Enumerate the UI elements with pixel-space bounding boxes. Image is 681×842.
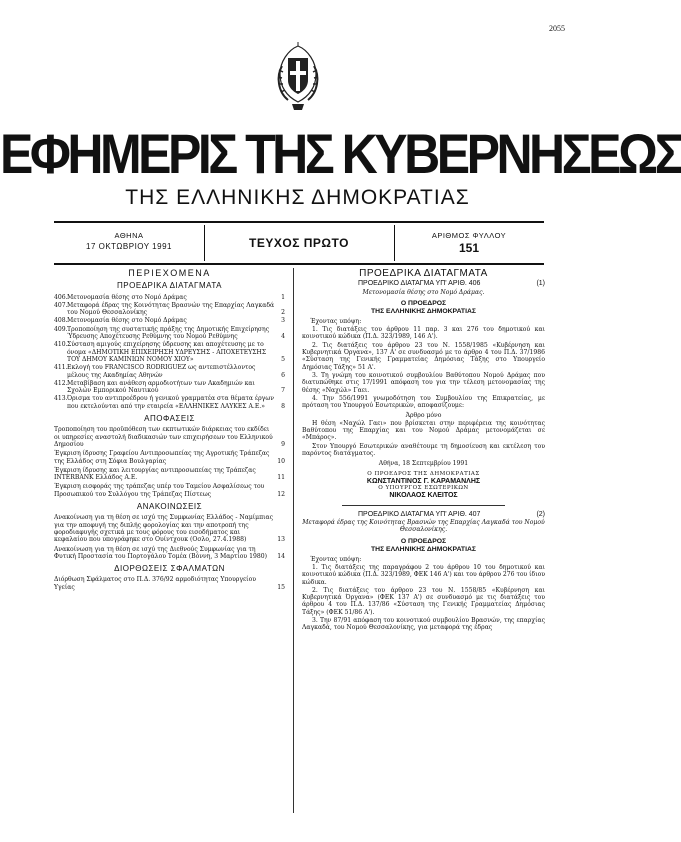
toc-decrees-heading: ΠΡΟΕΔΡΙΚΑ ΔΙΑΤΑΓΜΑΤΑ (117, 281, 222, 291)
decree-407-paragraph: 1. Τις διατάξεις της παραγράφου 2 του άρθρου 10 του δημοτικού και κοινοτικού κώδικα (Π.Δ. 323/1989, ΦΕΚ 146 Α') και του άρθρου 276 του ίδιου κώδικα. (302, 563, 545, 586)
decree-407-subject: Μεταφορά έδρας της Κοινότητας Βρασνών της Επαρχίας Λαγκαδά του Νομού Θεσσαλονίκης. (302, 519, 545, 534)
toc-decrees-list (54, 294, 285, 410)
toc-decisions-heading: ΑΠΟΦΑΣΕΙΣ (144, 414, 195, 424)
issue-sheet (394, 225, 544, 261)
decree-406-signature (302, 471, 545, 500)
toc-decision-item (54, 467, 285, 482)
toc-item-number: 410. (54, 341, 68, 349)
issue-city: ΑΘΗΝΑ (114, 231, 144, 240)
toc-decree-item (54, 326, 285, 341)
toc-item-number: 413. (54, 395, 68, 403)
toc-item-number: 408. (54, 317, 68, 325)
decree-406-date: Αθήνα, 18 Σεπτεμβρίου 1991 (378, 460, 469, 468)
toc-decision-item-text: Έγκριση εισφοράς της τράπεζας υπέρ του Ταμείου Ασφαλίσεως του Προσωπικού του Συλλόγου της Τράπεζας Πίστεως (54, 483, 265, 498)
toc-item-page: 8 (281, 402, 285, 410)
toc-decree-item (54, 317, 285, 324)
toc-item-page: 6 (281, 371, 285, 379)
decree-407-paragraph: 2. Τις διατάξεις του άρθρου 23 του Ν. 1558/85 «Κυβέρνηση και Κυβερνητικά Όργανα» (ΦΕΚ 137 Α') σε συνδυασμό με τις διατάξεις του άρθρου 4 του Π.Δ. 137/86 «Σύσταση της Γενικής Γραμματείας Δημόσιας Τάξης» (ΦΕΚ 51/86 Α'). (302, 586, 545, 616)
toc-decision-item (54, 426, 285, 448)
toc-erratum-item-page: 15 (277, 583, 285, 591)
toc-item-page: 3 (281, 317, 285, 325)
greek-coat-of-arms-icon (274, 42, 322, 118)
toc-item-page: 1 (281, 293, 285, 301)
minister-signer-title: Ο ΥΠΟΥΡΓΟΣ ΕΣΩΤΕΡΙΚΩΝ (378, 485, 469, 492)
toc-announcements-heading: ΑΝΑΚΟΙΝΩΣΕΙΣ (136, 502, 203, 512)
issue-series (204, 225, 395, 261)
column-divider (293, 268, 294, 813)
toc-decree-item (54, 380, 285, 395)
gazette-subtitle: ΤΗΣ ΕΛΛΗΝΙΚΗΣ ΔΗΜΟΚΡΑΤΙΑΣ (125, 186, 470, 209)
toc-item-number: 412. (54, 379, 68, 387)
decree-407-president: Ο ΠΡΟΕΔΡΟΣ (400, 537, 447, 545)
toc-item-text: Μετονομασία θέσης στο Νομό Δράμας (67, 293, 187, 301)
decree-406-having-regard: Έχοντας υπόψη: (310, 317, 362, 325)
decree-406-paragraph: 3. Τη γνώμη του κοινοτικού συμβουλίου Βαθύτοπου Νομού Δράμας που διατυπώθηκε στις 17/1991 απόφαση του για την τέλεση μετονομασίας της θέσης «Ναχώλ» Γαει. (302, 371, 545, 394)
toc-item-text: Όρισμα του αντιπροέδρου ή γενικού γραμματέα στα θέματα έργων που εκτελούνται από την εταιρεία «ΕΛΛΗΝΙΚΕΣ ΛΑΥΚΕΣ Α.Ε.» (67, 395, 274, 410)
toc-item-text: Τροποποίηση της συστατικής πράξης της Δημοτικής Επιχείρησης Ύδρευσης Αποχέτευσης Ρεθύμνης του Νομού Ρεθύμνης (67, 325, 270, 341)
toc-announcement-item-text: Ανακοίνωση για τη θέση σε ισχύ της Συμφωνίας Ελλάδος - Ναμίμπιας για την αποφυγή της διπλής φορολογίας και την αποτροπή της φοροδιαφυγής σχετικά με τους φόρους του εισοδήματος και κεφαλαίου που υπογράφηκε στο Ουίντχουκ (Οσλο, 27.4.1988) (54, 514, 274, 544)
toc-announcement-item-page: 14 (277, 552, 285, 560)
toc-decision-item-page: 11 (277, 474, 285, 482)
toc-decision-item-text: Έγκριση ίδρυσης Γραφείου Αντιπροσωπείας της Αγροτικής Τράπεζας της Ελλάδος στη Σόφια Βουλγαρίας (54, 450, 270, 465)
decree-407-paragraphs (302, 564, 545, 632)
toc-decree-item (54, 294, 285, 301)
toc-decisions-list (54, 426, 285, 498)
toc-erratum-item-text: Διόρθωση Σφάλματος στο Π.Δ. 376/92 αρμοδιότητας Υπουργείου Υγείας (54, 576, 256, 591)
decree-406-paragraphs (302, 326, 545, 409)
toc-decision-item (54, 483, 285, 498)
toc-decision-item-text: Έγκριση ίδρυσης και λειτουργίας αντιπροσωπείας της Τράπεζας INTERBANK Ελλάδος Α.Ε. (54, 466, 256, 482)
decree-406-paragraph: 2. Τις διατάξεις του άρθρου 23 του Ν. 1558/1985 «Κυβέρνηση και Κυβερνητικά Όργανα», 137 Α' σε συνδυασμό με το άρθρο 4 του Π.Δ. 37/1986 «Σύσταση της Γενικής Γραμματείας Δημόσιας Τάξης στο Υπουργείο Δημόσιας Τάξης» 51 Α'. (302, 341, 545, 371)
decree-406-president: Ο ΠΡΟΕΔΡΟΣ (400, 299, 447, 307)
issue-date: 17 ΟΚΤΩΒΡΙΟΥ 1991 (86, 242, 172, 251)
page-number: 2055 (549, 24, 565, 33)
toc-item-page: 2 (281, 309, 285, 317)
sheet-number: 151 (458, 241, 480, 255)
toc-announcement-item (54, 514, 285, 543)
toc-announcement-item-page: 13 (277, 536, 285, 544)
decree-407-republic: ΤΗΣ ΕΛΛΗΝΙΚΗΣ ΔΗΜΟΚΡΑΤΙΑΣ (371, 545, 476, 553)
toc-item-page: 5 (281, 355, 285, 363)
toc-announcement-item-text: Ανακοίνωση για τη θέση σε ισχύ της Διεθνούς Συμφωνίας για τη Φυτική Προστασία του Πορτογάλου Τομέα (Βόννη, 3 Μαρτίου 1980) (54, 545, 267, 560)
decree-407-number: (2) (536, 510, 545, 518)
sheet-label: ΑΡΙΘΜΟΣ ΦΥΛΛΟΥ (431, 231, 507, 240)
decree-406-paragraph: 4. Την 556/1991 γνωμοδότηση του Συμβουλίου της Επικρατείας, με πρόταση του Υπουργού Εσωτερικών, αποφασίζουμε: (302, 394, 545, 410)
toc-decree-item (54, 302, 285, 317)
toc-decision-item-page: 10 (277, 457, 285, 465)
decree-406-article-text: Η θέση «Ναχώλ Γαει» που βρίσκεται στην περιφέρεια της κοινότητας Βαθύτοπου της Επαρχίας και του Νομού Δράμας μετονομάζεται σε «Μπάρος». (302, 419, 545, 442)
gazette-title: ΕΦΗΜΕΡΙΣ ΤΗΣ ΚΥΒΕΡΝΗΣΕΩΣ (0, 122, 681, 186)
toc-item-number: 411. (54, 364, 68, 372)
toc-decision-item (54, 450, 285, 465)
decree-406-article-label: Άρθρο μόνο (405, 412, 442, 420)
issue-series-label: ΤΕΥΧΟΣ ΠΡΩΤΟ (249, 236, 349, 250)
toc-erratum-item (54, 576, 285, 591)
decrees-heading: ΠΡΟΕΔΡΙΚΑ ΔΙΑΤΑΓΜΑΤΑ (359, 268, 488, 279)
toc-decree-item (54, 364, 285, 379)
decree-407-having-regard: Έχοντας υπόψη: (310, 555, 362, 563)
decree-407-header (302, 511, 545, 518)
toc-item-text: Μεταφορά έδρας της Κοινότητας Βρασνών της Επαρχίας Λαγκαδά του Νομού Θεσσαλονίκης (67, 301, 275, 317)
president-signer-name: ΚΩΝΣΤΑΝΤΙΝΟΣ Γ. ΚΑΡΑΜΑΝΛΗΣ (366, 477, 481, 485)
toc-decision-item-page: 12 (277, 490, 285, 498)
toc-decision-item-page: 9 (281, 440, 285, 448)
decree-406-title: ΠΡΟΕΔΡΙΚΟ ΔΙΑΤΑΓΜΑ ΥΠ' ΑΡΙΘ. 406 (357, 280, 481, 288)
contents-column (54, 268, 285, 593)
decree-406-header (302, 280, 545, 287)
toc-item-text: Μεταβίβαση και ανάθεση αρμοδιοτήτων των Ακαδημιών και Σχολών Εμπορικού Ναυτικού (67, 379, 255, 395)
decree-406-closing: Στον Υπουργό Εσωτερικών αναθέτουμε τη δημοσίευση και εκτέλεση του παρόντος διατάγματος. (302, 442, 545, 457)
decree-407-title: ΠΡΟΕΔΡΙΚΟ ΔΙΑΤΑΓΜΑ ΥΠ' ΑΡΙΘ. 407 (357, 510, 481, 518)
toc-item-page: 7 (281, 387, 285, 395)
toc-errata-heading: ΔΙΟΡΘΩΣΕΙΣ ΣΦΑΛΜΑΤΩΝ (114, 564, 225, 574)
decree-406-subject: Μετονομασία θέσης στο Νομό Δράμας. (362, 288, 485, 296)
issue-place-date (54, 225, 205, 261)
toc-item-number: 407. (54, 301, 68, 309)
toc-item-number: 406. (54, 293, 68, 301)
decree-406-number: (1) (536, 280, 545, 288)
decree-406-paragraph: 1. Τις διατάξεις του άρθρου 11 παρ. 3 και 276 του δημοτικού και κοινοτικού κώδικα (Π.Δ. 323/1989, 146 Α'). (302, 326, 545, 341)
toc-decree-item (54, 395, 285, 410)
toc-item-text: Μετονομασία θέσης στο Νομό Δράμας (67, 317, 187, 325)
minister-signer-name: ΝΙΚΟΛΑΟΣ ΚΛΕΙΤΟΣ (389, 492, 458, 500)
issue-info-box (54, 221, 544, 265)
toc-decision-item-text: Τροποποίηση του προϋπόθεση των εκπτωτικών διάρκειας του εκδίδει οι υπηρεσίες αναστολή διαδικασιών των επιχειρήσεων του Ελληνικού Δημοσίου (54, 426, 273, 448)
toc-item-text: Εκλογή του FRANCISCO RODRIGUEZ ως αντεπιστέλλοντος μέλους της Ακαδημίας Αθηνών (67, 364, 256, 379)
contents-heading: ΠΕΡΙΕΧΟΜΕΝΑ (128, 268, 211, 278)
toc-decree-item (54, 341, 285, 363)
toc-item-text: Σύσταση αμιγούς επιχείρησης ύδρευσης και αποχέτευσης με το όνομα «ΔΗΜΟΤΙΚΗ ΕΠΙΧΕΙΡΗΣΗ ΥΔΡΕΥΣΗΣ - ΑΠΟΧΕΤΕΥΣΗΣ ΤΟΥ ΔΗΜΟΥ ΚΑΜΙΝΙΩΝ ΝΟΜΟΥ ΧΙΟΥ» (67, 341, 267, 363)
president-signer-title: Ο ΠΡΟΕΔΡΟΣ ΤΗΣ ΔΗΜΟΚΡΑΤΙΑΣ (367, 470, 480, 477)
toc-announcement-item (54, 546, 285, 561)
decree-separator (342, 505, 505, 506)
decrees-column (302, 268, 545, 633)
toc-item-page: 4 (281, 333, 285, 341)
decree-406-republic: ΤΗΣ ΕΛΛΗΝΙΚΗΣ ΔΗΜΟΚΡΑΤΙΑΣ (371, 307, 476, 315)
decree-407-paragraph: 3. Την 87/91 απόφαση του κοινοτικού συμβουλίου Βρασνών, της επαρχίας Λαγκαδά, του Νομού Θεσσαλονίκης, για μεταφορά της έδρας (302, 616, 545, 632)
toc-item-number: 409. (54, 325, 68, 333)
toc-announcements-list (54, 514, 285, 560)
toc-errata-list (54, 576, 285, 591)
